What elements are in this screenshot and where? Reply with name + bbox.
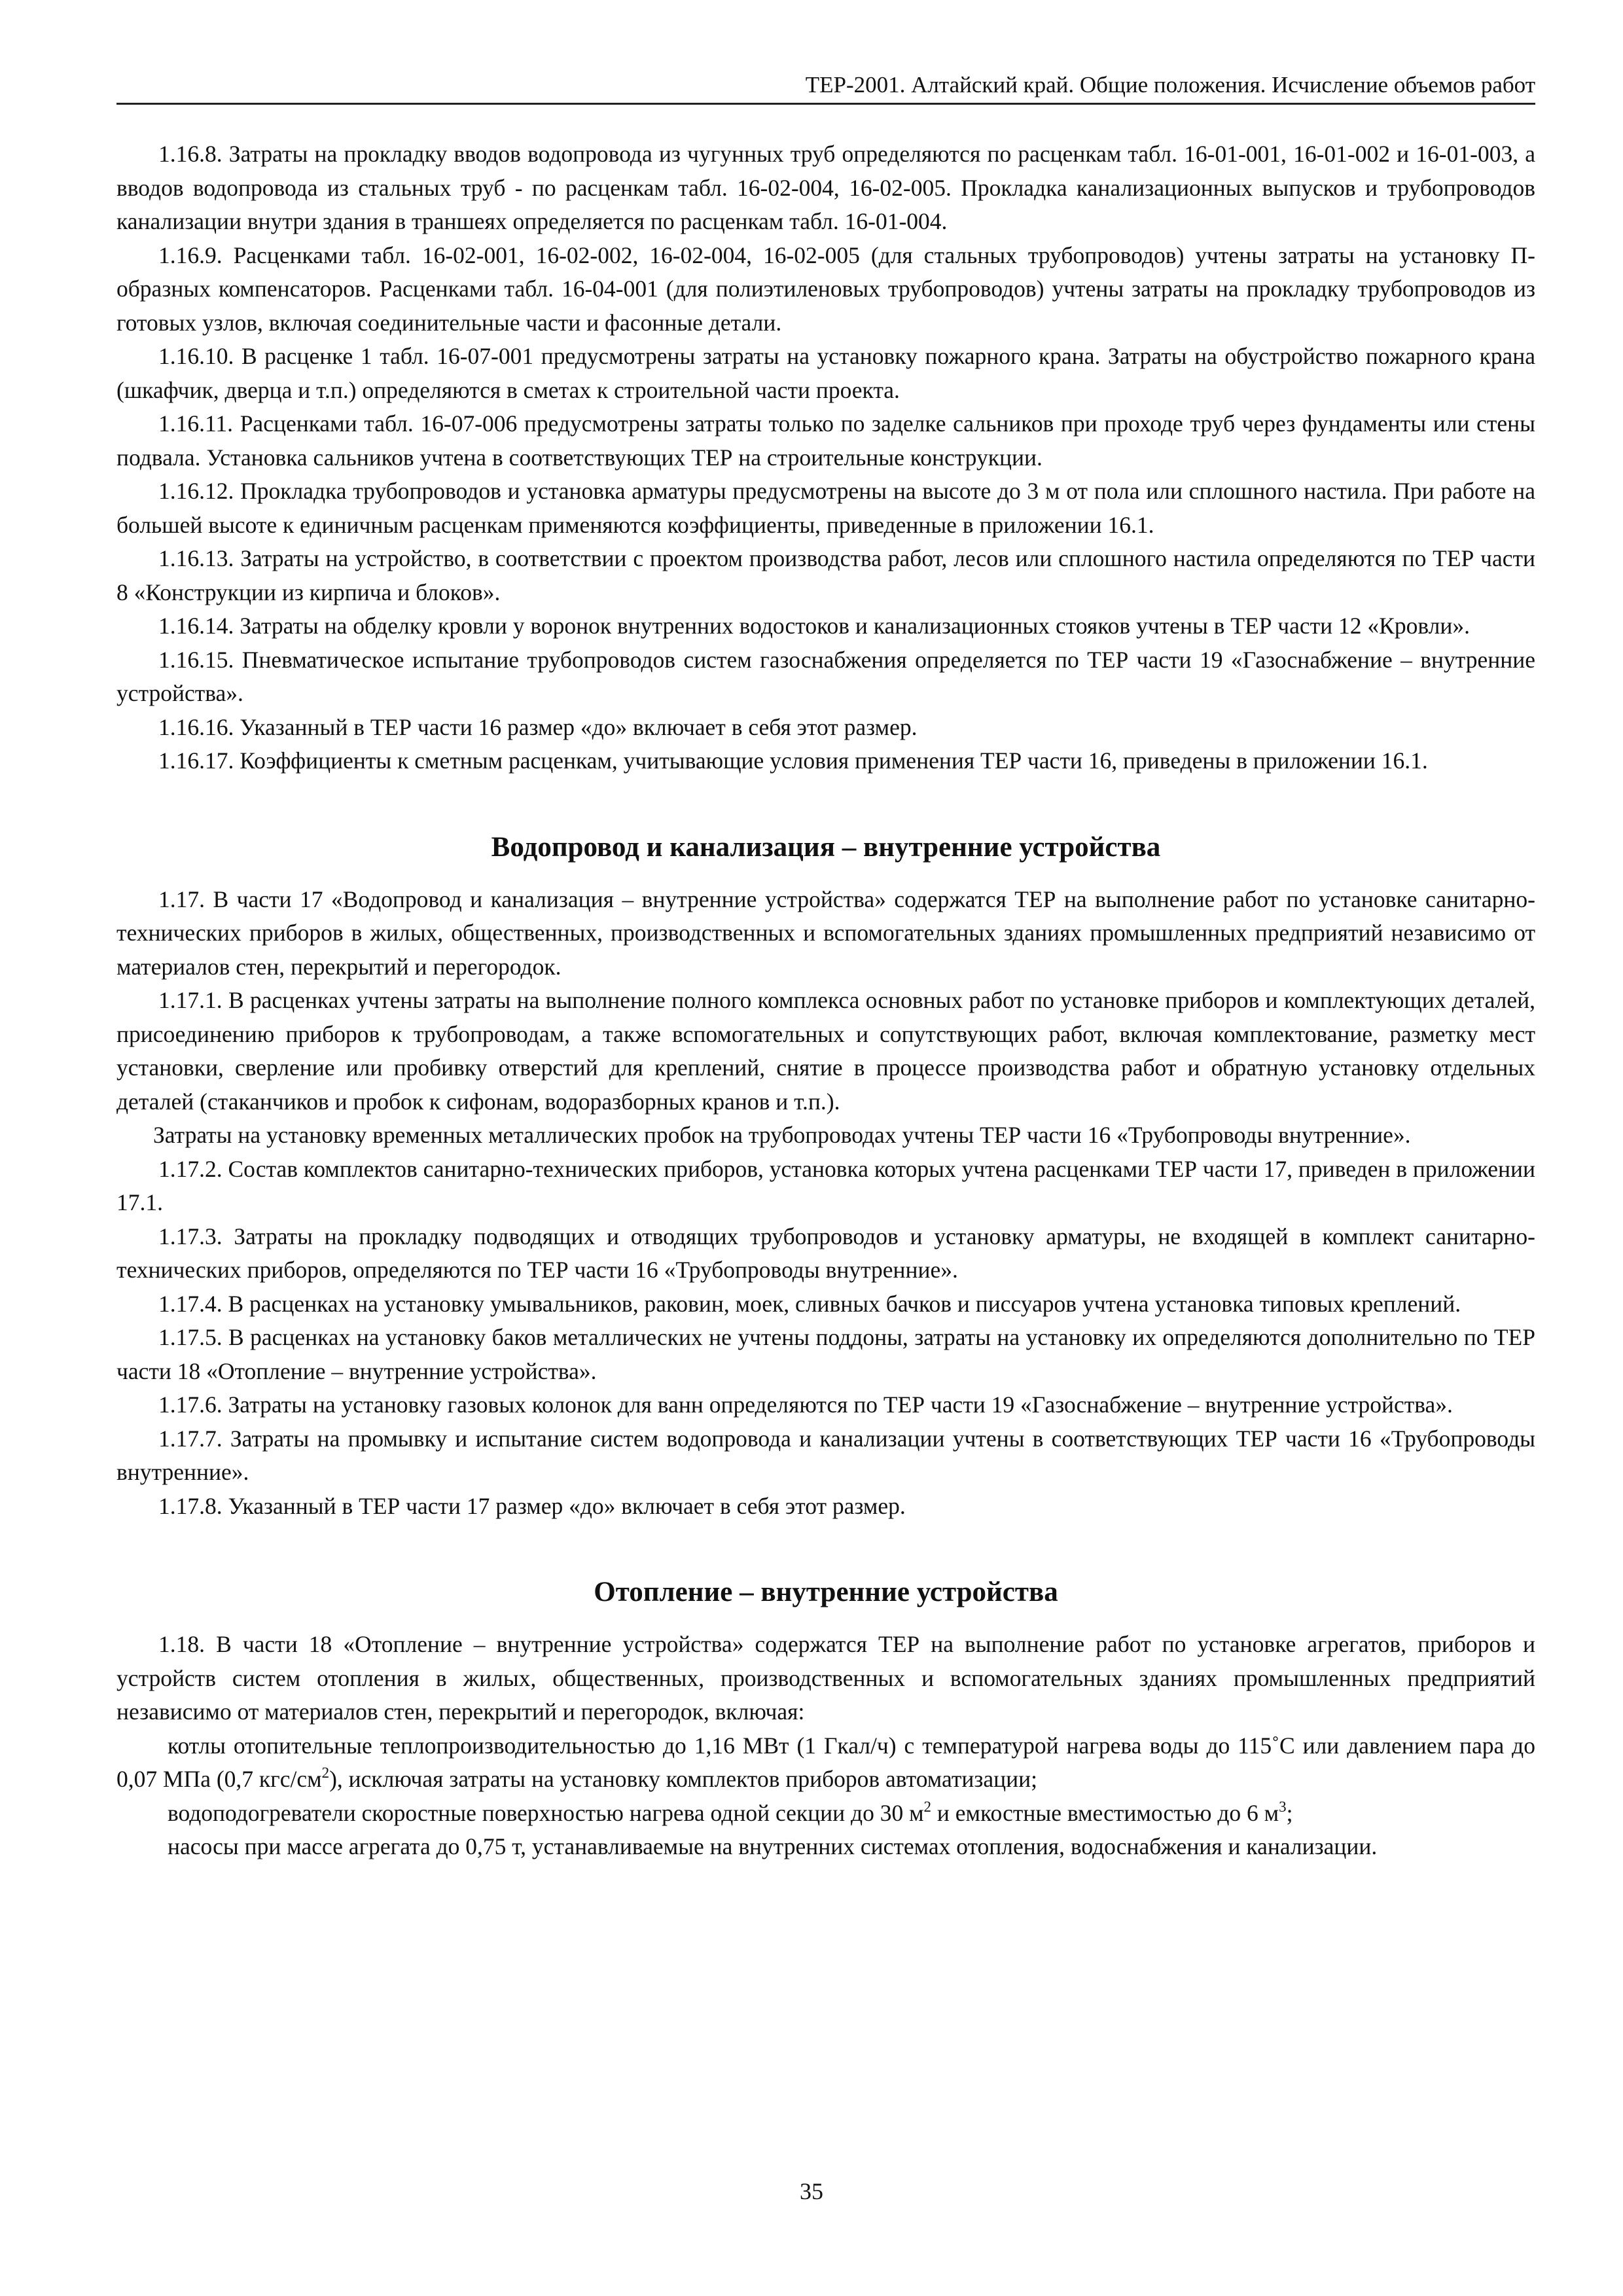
paragraph-1-16-10: 1.16.10. В расценке 1 табл. 16-07-001 предусмотрены затраты на установку пожарного крана. Затраты на обустройство пожарного крана (шкафчик, дверца и т.п.) определяются в сметах к строительной части проекта. — [116, 343, 1535, 403]
paragraph-1-17-5: 1.17.5. В расценках на установку баков металлических не учтены поддоны, затраты на установку их определяются дополнительно по ТЕР части 18 «Отопление – внутренние устройства». — [116, 1324, 1535, 1384]
paragraph-1-16-12: 1.16.12. Прокладка трубопроводов и установка арматуры предусмотрены на высоте до 3 м от пола или сплошного настила. При работе на большей высоте к единичным расценкам применяются коэффициенты, приведенные в приложении 16.1. — [116, 478, 1535, 538]
paragraph-1-17-8: 1.17.8. Указанный в ТЕР части 17 размер «до» включает в себя этот размер. — [158, 1492, 906, 1519]
page-number: 35 — [800, 2178, 823, 2204]
paragraph-1-18: 1.18. В части 18 «Отопление – внутренние устройства» содержатся ТЕР на выполнение работ по установке агрегатов, приборов и устройств систем отопления в жилых, общественных, производственных и вспомогательных зданиях промышленных предприятий независимо от материалов стен, перекрытий и перегородок, включая: — [116, 1631, 1535, 1725]
heaters-text-b: и емкостные вместимостью до 6 м — [931, 1799, 1279, 1826]
paragraph-1-17-3: 1.17.3. Затраты на прокладку подводящих и отводящих трубопроводов и установку арматуры, не входящей в комплект санитарно-технических приборов, определяются по ТЕР части 16 «Трубопроводы внутренние». — [116, 1223, 1535, 1283]
running-header: ТЕР-2001. Алтайский край. Общие положения. Исчисление объемов работ — [805, 72, 1535, 98]
page-content — [116, 137, 1535, 1864]
heaters-superscript-volume: 3 — [1279, 1798, 1287, 1815]
boilers-text-a: котлы отопительные теплопроизводительностью до 1,16 МВт (1 Гкал/ч) с температурой нагрева воды до 115˚С или давлением пара до 0,07 МПа (0,7 кгс/см — [116, 1732, 1535, 1792]
paragraph-1-16-8: 1.16.8. Затраты на прокладку вводов водопровода из чугунных труб определяются по расценкам табл. 16-01-001, 16-01-002 и 16-01-003, а вводов водопровода из стальных труб - по расценкам табл. 16-02-004, 16-02-005. Прокладка канализационных выпусков и трубопроводов канализации внутри здания в траншеях определяется по расценкам табл. 16-01-004. — [116, 141, 1535, 234]
heaters-text-c: ; — [1286, 1799, 1293, 1826]
heaters-superscript-area: 2 — [923, 1798, 932, 1815]
section-heading-heating: Отопление – внутренние устройства — [594, 1577, 1058, 1607]
header-rule — [116, 103, 1535, 105]
paragraph-1-16-13: 1.16.13. Затраты на устройство, в соответствии с проектом производства работ, лесов или сплошного настила определяются по ТЕР части 8 «Конструкции из кирпича и блоков». — [116, 545, 1535, 605]
paragraph-1-16-17: 1.16.17. Коэффициенты к сметным расценкам, учитывающие условия применения ТЕР части 16, приведены в приложении 16.1. — [158, 747, 1428, 774]
list-item-pumps: насосы при массе агрегата до 0,75 т, устанавливаемые на внутренних системах отопления, водоснабжения и канализации. — [168, 1833, 1378, 1859]
boilers-text-b: ), исключая затраты на установку комплектов приборов автоматизации; — [329, 1766, 1038, 1792]
paragraph-1-17-7: 1.17.7. Затраты на промывку и испытание систем водопровода и канализации учтены в соответствующих ТЕР части 16 «Трубопроводы внутренние». — [116, 1425, 1535, 1485]
paragraph-1-17-4: 1.17.4. В расценках на установку умывальников, раковин, моек, сливных бачков и писсуаров учтена установка типовых креплений. — [158, 1290, 1461, 1317]
list-item-boilers — [116, 1729, 1535, 1797]
paragraph-1-17-6: 1.17.6. Затраты на установку газовых колонок для ванн определяются по ТЕР части 19 «Газоснабжение – внутренние устройства». — [158, 1391, 1453, 1418]
paragraph-temporary-plugs: Затраты на установку временных металлических пробок на трубопроводах учтены ТЕР части 16 «Трубопроводы внутренние». — [153, 1122, 1411, 1148]
paragraph-1-16-16: 1.16.16. Указанный в ТЕР части 16 размер «до» включает в себя этот размер. — [158, 713, 918, 740]
heaters-text-a: водоподогреватели скоростные поверхностью нагрева одной секции до 30 м — [168, 1799, 924, 1826]
boilers-superscript: 2 — [321, 1765, 330, 1781]
paragraph-1-17: 1.17. В части 17 «Водопровод и канализация – внутренние устройства» содержатся ТЕР на выполнение работ по установке санитарно-технических приборов в жилых, общественных, производственных и вспомогательных зданиях промышленных предприятий независимо от материалов стен, перекрытий и перегородок. — [116, 886, 1535, 980]
paragraph-1-16-15: 1.16.15. Пневматическое испытание трубопроводов систем газоснабжения определяется по ТЕР части 19 «Газоснабжение – внутренние устройства». — [116, 646, 1535, 706]
paragraph-1-17-2: 1.17.2. Состав комплектов санитарно-технических приборов, установка которых учтена расценками ТЕР части 17, приведен в приложении 17.1. — [116, 1155, 1535, 1215]
paragraph-1-16-11: 1.16.11. Расценками табл. 16-07-006 предусмотрены затраты только по заделке сальников при проходе труб через фундаменты или стены подвала. Установка сальников учтена в соответствующих ТЕР на строительные конструкции. — [116, 410, 1535, 471]
list-item-water-heaters — [116, 1797, 1535, 1831]
paragraph-1-16-9: 1.16.9. Расценками табл. 16-02-001, 16-02-002, 16-02-004, 16-02-005 (для стальных трубопроводов) учтены затраты на установку П-образных компенсаторов. Расценками табл. 16-04-001 (для полиэтиленовых трубопроводов) учтены затраты на прокладку трубопроводов из готовых узлов, включая соединительные части и фасонные детали. — [116, 242, 1535, 336]
section-heading-water-sewer: Водопровод и канализация – внутренние устройства — [491, 831, 1161, 863]
paragraph-1-17-1: 1.17.1. В расценках учтены затраты на выполнение полного комплекса основных работ по установке приборов и комплектующих деталей, присоединению приборов к трубопроводам, а также вспомогательных и сопутствующих работ, включая комплектование, разметку мест установки, сверление или пробивку отверстий для креплений, снятие в процессе производства работ и обратную установку отдельных деталей (стаканчиков и пробок к сифонам, водоразборных кранов и т.п.). — [116, 987, 1535, 1115]
paragraph-1-16-14: 1.16.14. Затраты на обделку кровли у воронок внутренних водостоков и канализационных стояков учтены в ТЕР части 12 «Кровли». — [158, 613, 1470, 639]
